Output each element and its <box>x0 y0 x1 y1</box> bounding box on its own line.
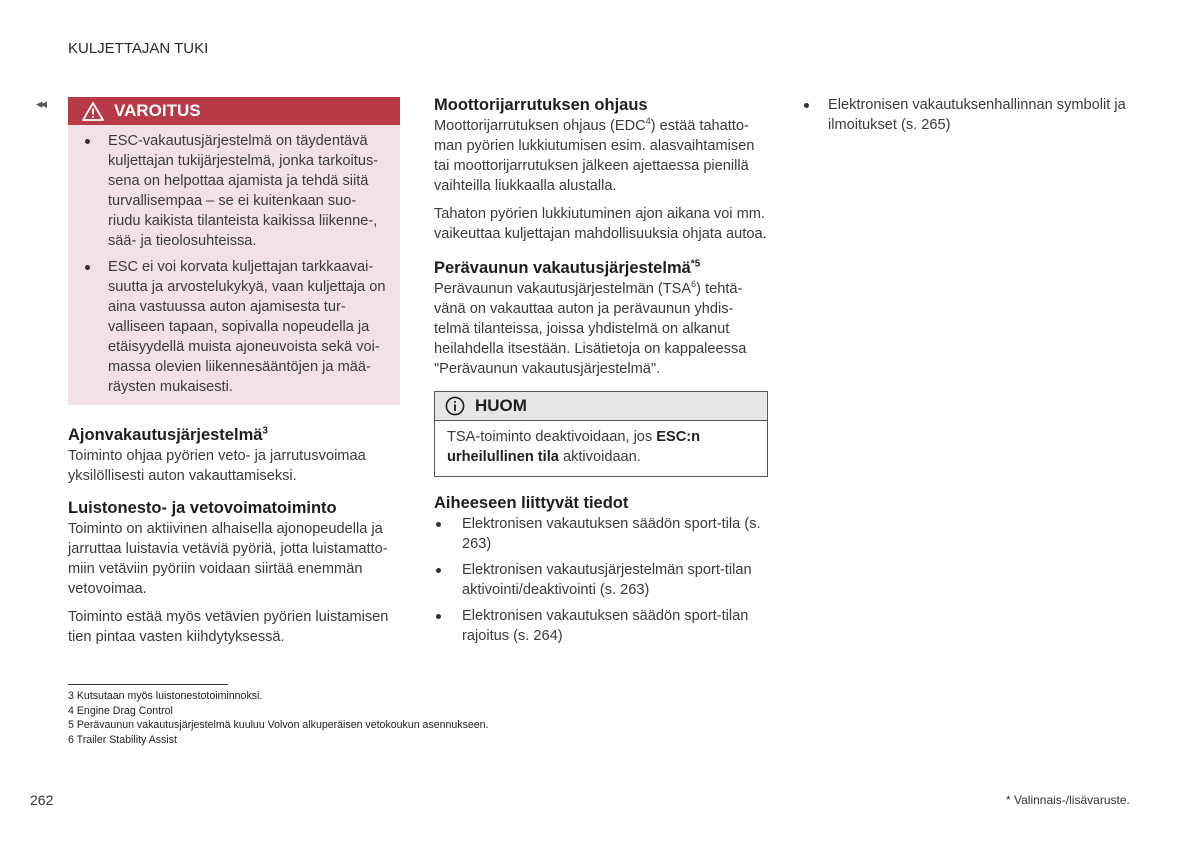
footnote: 3 Kutsutaan myös luistonestotoiminnoksi. <box>68 690 263 702</box>
section-title-traction: Luistonesto- ja vetovoimatoiminto <box>68 499 337 517</box>
section-text-stability: Toiminto ohjaa pyörien veto- ja jarrutusvoimaa yksilöllisesti auton vakauttamiseksi. <box>68 448 366 484</box>
footnotes <box>68 689 489 747</box>
esc-sport-mode-term: ESC:n urheilullinen tila <box>447 429 701 465</box>
back-arrows-icon[interactable]: ◂◂ <box>36 96 46 111</box>
warning-item: ESC-vakautusjärjestelmä on täydentävä kuljettajan tukijärjestelmä, jonka tarkoitus-sena on helpottaa ajamista ja tehdä siitä turvallisempaa – se ei kuitenkaan suo-riudu kaikista tilanteista kaikissa liikenne-, sää- ja tieolosuhteissa. <box>82 131 386 251</box>
footnote: 4 Engine Drag Control <box>68 704 173 717</box>
section-text-engine-drag-1: Moottorijarrutuksen ohjaus (EDC$^4$) estää tahatto-man pyörien lukkiutumisen esim. alasvaihtamisen tai moottorijarrutuksen jälkeen ajettaessa pienillä vaihteilla liukkaalla alustalla. <box>434 116 755 194</box>
note-title: HUOM <box>475 396 527 415</box>
section-text-trailer: Perävaunun vakautusjärjestelmän (TSA$^6$) tehtä-vänä on vakauttaa auton ja perävaunun yhdis-telmä tilanteissa, joissa yhdistelmä on alkanut heilahdella itsestään. Lisätietoja on kappaleessa "Perävaunun vakautusjärjestelmä". <box>434 279 747 377</box>
optional-equipment-note: * Valinnais-/lisävaruste. <box>1006 793 1130 807</box>
page-number: 262 <box>30 792 54 808</box>
related-list-continued <box>802 95 1132 135</box>
warning-item: ESC ei voi korvata kuljettajan tarkkaavai-suutta ja arvostelukykyä, vaan kuljettaja on aina vastuussa auton ajamisesta tur-valliseen tapaan, sopivalla nopeudella ja etäisyydellä muista ajoneuvoista sekä voi-massa olevien liikennesääntöjen ja mää-räysten mukaisesti. <box>82 257 386 397</box>
info-icon <box>445 396 465 416</box>
related-link[interactable]: Elektronisen vakautuksen säädön sport-tila (s. 263) <box>434 514 768 554</box>
note-body: TSA-toiminto deaktivoidaan, jos ESC:n urheilullinen tila aktivoidaan. <box>447 429 701 465</box>
warning-triangle-icon <box>82 102 104 121</box>
related-link[interactable]: Elektronisen vakautuksen säädön sport-tilan rajoitus (s. 264) <box>434 606 768 646</box>
related-link[interactable]: Elektronisen vakautusjärjestelmän sport-tilan aktivointi/deaktivointi (s. 263) <box>434 560 768 600</box>
column-right <box>802 95 1132 141</box>
related-title: Aiheeseen liittyvät tiedot <box>434 494 629 512</box>
section-text-traction-2: Toiminto estää myös vetävien pyörien luistamisen tien pintaa vasten kiihdytyksessä. <box>68 609 389 645</box>
footnote: 5 Perävaunun vakautusjärjestelmä kuuluu Volvon alkuperäisen vetokoukun asennukseen. <box>68 719 489 731</box>
warning-list <box>82 131 386 397</box>
chapter-header: KULJETTAJAN TUKI <box>68 40 209 57</box>
warning-header <box>68 97 400 125</box>
section-text-engine-drag-2: Tahaton pyörien lukkiutuminen ajon aikana voi mm. vaikeuttaa kuljettajan mahdollisuuksia ohjata autoa. <box>434 206 767 242</box>
footnote-divider <box>68 684 228 685</box>
related-list <box>434 514 768 646</box>
section-title-stability: Ajonvakautusjärjestelmä$^3$ <box>68 425 268 444</box>
column-middle <box>434 95 768 652</box>
note-box <box>434 391 768 477</box>
warning-box <box>68 97 400 405</box>
section-title-engine-drag: Moottorijarrutuksen ohjaus <box>434 96 648 114</box>
related-link[interactable]: Elektronisen vakautuksenhallinnan symbolit ja ilmoitukset (s. 265) <box>802 95 1132 135</box>
warning-title: VAROITUS <box>114 101 201 120</box>
note-header <box>435 392 767 421</box>
warning-body <box>68 125 400 405</box>
section-title-trailer: Perävaunun vakautusjärjestelmä$^{*5}$ <box>434 258 701 277</box>
section-text-traction-1: Toiminto on aktiivinen alhaisella ajonopeudella ja jarruttaa luistavia vetäviä pyöriä, jotta luistamatto-miin vetäviin pyöriin voidaan siirtää enemmän vetovoimaa. <box>68 521 388 597</box>
column-left <box>68 97 400 647</box>
footnote: 6 Trailer Stability Assist <box>68 733 177 746</box>
